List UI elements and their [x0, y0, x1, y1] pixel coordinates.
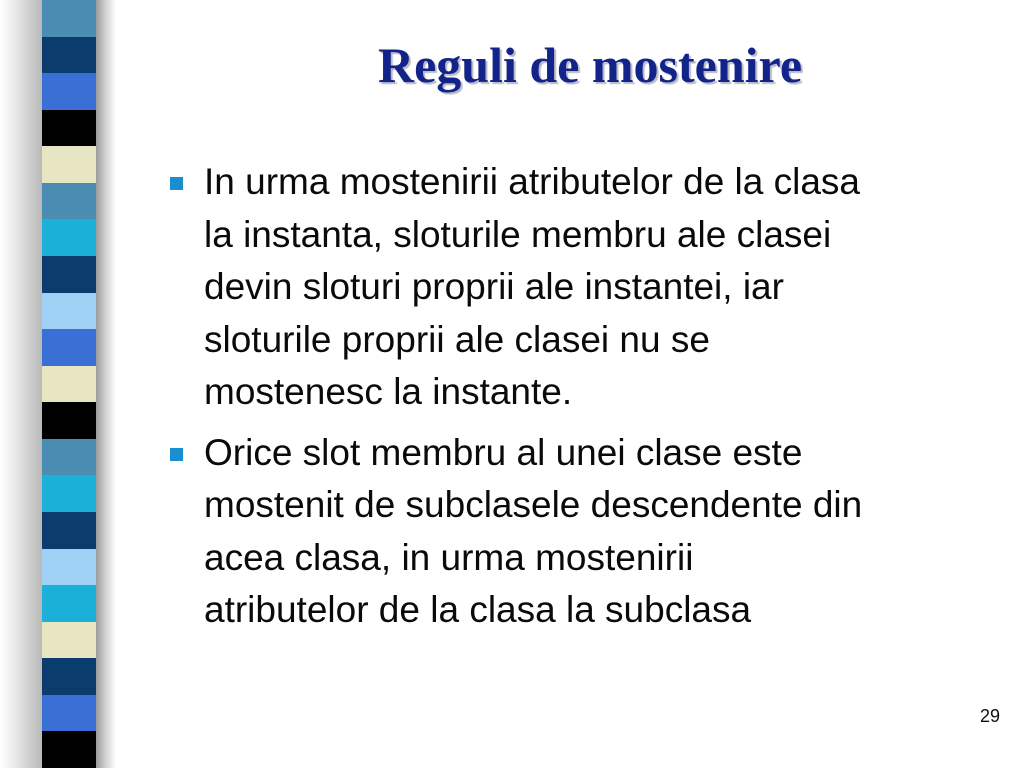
strip-shadow-left: [0, 0, 42, 768]
strip-band: [42, 183, 96, 220]
strip-band: [42, 622, 96, 659]
bullet-text-line: acea clasa, in urma mostenirii: [204, 536, 694, 578]
bullet-text-line: In urma mostenirii atributelor de la clasa: [204, 161, 861, 202]
bullet-text-line: Orice slot membru al unei clase este: [204, 431, 803, 473]
strip-band: [42, 256, 96, 293]
strip-band: [42, 110, 96, 147]
strip-band: [42, 439, 96, 476]
strip-band: [42, 37, 96, 74]
strip-band: [42, 658, 96, 695]
strip-band: [42, 366, 96, 403]
bullet-text-line: la instanta, sloturile membru ale clasei: [204, 213, 832, 255]
strip-band: [42, 293, 96, 330]
bullet-text-line: sloturile proprii ale clasei nu se: [204, 318, 710, 360]
bullet-item: [166, 156, 1016, 419]
strip-band: [42, 585, 96, 622]
bullet-list: [166, 156, 1016, 645]
slide-title: Reguli de mostenire: [377, 37, 803, 93]
strip-band: [42, 512, 96, 549]
strip-band: [42, 0, 96, 37]
bullet-text-line: mostenesc la instante.: [204, 371, 573, 412]
bullet-text-line: atributelor de la clasa la subclasa: [204, 589, 752, 630]
bullet-text-line: mostenit de subclasele descendente din: [204, 484, 863, 525]
strip-band: [42, 731, 96, 768]
strip-band: [42, 73, 96, 110]
page-number: 29: [979, 706, 1000, 726]
strip-band: [42, 475, 96, 512]
strip-band: [42, 329, 96, 366]
bullet-text-line: devin sloturi proprii ale instantei, iar: [204, 266, 784, 307]
strip-shadow-right: [96, 0, 116, 768]
decorative-side-strip: [0, 0, 118, 768]
strip-band: [42, 695, 96, 732]
strip-band: [42, 549, 96, 586]
square-bullet-icon: [170, 177, 183, 190]
strip-band: [42, 146, 96, 183]
square-bullet-icon: [170, 448, 183, 461]
bullet-item: [166, 427, 1016, 637]
strip-band: [42, 402, 96, 439]
strip-band: [42, 219, 96, 256]
